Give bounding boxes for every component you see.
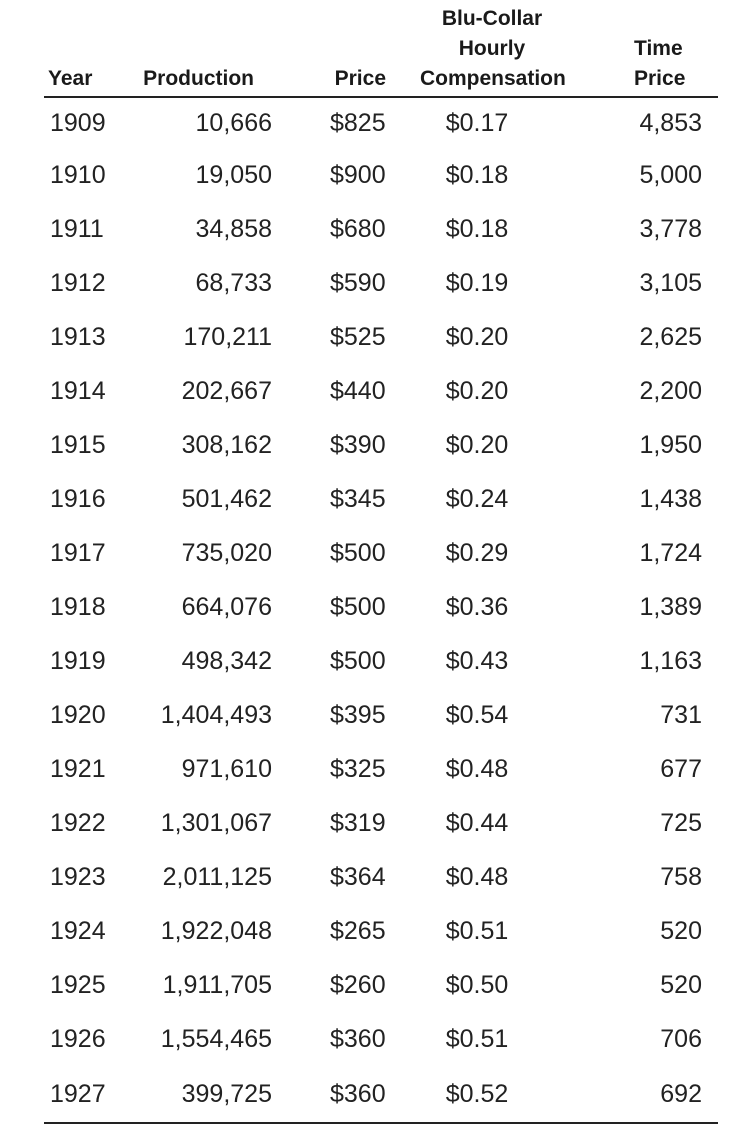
cell-price: $345	[330, 484, 386, 513]
cell-production: 68,733	[195, 268, 272, 297]
table-row	[44, 310, 718, 364]
table-row	[44, 796, 718, 850]
cell-year: 1918	[50, 592, 106, 621]
cell-time-price: 3,778	[639, 214, 702, 243]
table-row	[44, 688, 718, 742]
table-row	[44, 1012, 718, 1066]
cell-price: $525	[330, 322, 386, 351]
cell-year: 1922	[50, 808, 106, 837]
header-time-price-line2: Price	[634, 67, 686, 90]
cell-compensation: $0.50	[445, 970, 509, 999]
cell-time-price: 758	[660, 862, 702, 891]
table-row	[44, 148, 718, 202]
cell-production: 1,922,048	[160, 916, 272, 945]
table-row	[44, 526, 718, 580]
cell-year: 1919	[50, 646, 106, 675]
cell-production: 971,610	[181, 754, 272, 783]
production-price-table	[44, 4, 718, 1124]
cell-time-price: 706	[660, 1024, 702, 1053]
cell-year: 1914	[50, 376, 106, 405]
cell-production: 498,342	[181, 646, 272, 675]
data-table-container	[44, 4, 718, 1124]
cell-compensation: $0.24	[445, 484, 509, 513]
cell-time-price: 677	[660, 754, 702, 783]
cell-price: $319	[330, 808, 386, 837]
table-row	[44, 418, 718, 472]
header-compensation	[390, 4, 564, 97]
table-row	[44, 97, 718, 148]
cell-time-price: 520	[660, 916, 702, 945]
table-row	[44, 904, 718, 958]
table-row	[44, 958, 718, 1012]
cell-price: $360	[330, 1024, 386, 1053]
table-row	[44, 1066, 718, 1123]
cell-price: $680	[330, 214, 386, 243]
cell-time-price: 1,950	[639, 430, 702, 459]
cell-year: 1917	[50, 538, 106, 567]
header-time-price	[564, 4, 718, 97]
cell-time-price: 2,200	[639, 376, 702, 405]
header-compensation-line2: Hourly	[458, 37, 526, 60]
cell-compensation: $0.29	[445, 538, 509, 567]
cell-year: 1921	[50, 754, 106, 783]
table-row	[44, 850, 718, 904]
cell-price: $265	[330, 916, 386, 945]
cell-time-price: 1,389	[639, 592, 702, 621]
cell-time-price: 1,438	[639, 484, 702, 513]
cell-production: 202,667	[181, 376, 272, 405]
cell-price: $825	[330, 108, 386, 137]
cell-time-price: 5,000	[639, 160, 702, 189]
cell-time-price: 1,163	[639, 646, 702, 675]
cell-year: 1910	[50, 160, 106, 189]
table-row	[44, 472, 718, 526]
cell-production: 664,076	[181, 592, 272, 621]
cell-compensation: $0.17	[445, 108, 509, 137]
cell-price: $364	[330, 862, 386, 891]
cell-compensation: $0.20	[445, 376, 509, 405]
table-row	[44, 634, 718, 688]
cell-production: 308,162	[181, 430, 272, 459]
cell-year: 1927	[44, 1066, 122, 1123]
cell-year: 1911	[50, 214, 104, 243]
cell-compensation: $0.43	[445, 646, 509, 675]
cell-compensation: $0.54	[445, 700, 509, 729]
cell-time-price: 692	[564, 1066, 718, 1123]
cell-compensation: $0.18	[445, 160, 509, 189]
cell-production: 10,666	[195, 108, 272, 137]
cell-production: 2,011,125	[162, 862, 272, 891]
header-time-price-line1: Time	[634, 37, 683, 60]
cell-price: $500	[330, 646, 386, 675]
table-row	[44, 742, 718, 796]
cell-production: 1,911,705	[162, 970, 272, 999]
cell-price: $900	[330, 160, 386, 189]
cell-year: 1923	[50, 862, 106, 891]
cell-production: 19,050	[195, 160, 272, 189]
header-year-label: Year	[48, 67, 93, 90]
cell-production: 501,462	[181, 484, 272, 513]
cell-time-price: 4,853	[639, 108, 702, 137]
cell-price: $440	[330, 376, 386, 405]
cell-year: 1925	[50, 970, 106, 999]
table-row	[44, 364, 718, 418]
cell-compensation: $0.20	[445, 322, 509, 351]
cell-compensation: $0.48	[445, 754, 509, 783]
table-row	[44, 202, 718, 256]
cell-compensation: $0.51	[445, 916, 509, 945]
table-row	[44, 256, 718, 310]
cell-time-price: 725	[660, 808, 702, 837]
cell-compensation: $0.36	[445, 592, 509, 621]
cell-price: $590	[330, 268, 386, 297]
header-price	[272, 4, 390, 97]
cell-year: 1926	[50, 1024, 106, 1053]
cell-compensation: $0.20	[445, 430, 509, 459]
cell-year: 1916	[50, 484, 106, 513]
cell-year: 1924	[50, 916, 106, 945]
cell-year: 1915	[50, 430, 106, 459]
cell-production: 34,858	[195, 214, 272, 243]
cell-production: 1,301,067	[160, 808, 272, 837]
header-compensation-line3: Compensation	[420, 67, 566, 90]
cell-production: 735,020	[181, 538, 272, 567]
cell-compensation: $0.19	[445, 268, 509, 297]
cell-compensation: $0.51	[445, 1024, 509, 1053]
header-price-label: Price	[334, 67, 386, 90]
header-production-label: Production	[143, 67, 254, 90]
cell-production: 170,211	[183, 322, 272, 351]
cell-price: $395	[330, 700, 386, 729]
cell-year: 1912	[50, 268, 106, 297]
header-year	[44, 4, 122, 97]
header-row	[44, 4, 718, 97]
cell-compensation: $0.52	[390, 1066, 564, 1123]
table-body	[44, 97, 718, 1123]
table-header	[44, 4, 718, 97]
header-production	[122, 4, 272, 97]
cell-compensation: $0.44	[445, 808, 509, 837]
cell-price: $390	[330, 430, 386, 459]
cell-price: $325	[330, 754, 386, 783]
cell-price: $500	[330, 538, 386, 567]
header-compensation-line1: Blu-Collar	[441, 7, 543, 30]
cell-year: 1909	[50, 108, 106, 137]
cell-time-price: 2,625	[639, 322, 702, 351]
cell-time-price: 3,105	[639, 268, 702, 297]
cell-production: 1,554,465	[160, 1024, 272, 1053]
cell-time-price: 731	[660, 700, 702, 729]
cell-price: $500	[330, 592, 386, 621]
cell-year: 1920	[50, 700, 106, 729]
cell-price: $360	[272, 1066, 390, 1123]
cell-compensation: $0.18	[445, 214, 509, 243]
cell-time-price: 1,724	[639, 538, 702, 567]
cell-price: $260	[330, 970, 386, 999]
table-row	[44, 580, 718, 634]
cell-year: 1913	[50, 322, 106, 351]
cell-production: 399,725	[122, 1066, 272, 1123]
cell-compensation: $0.48	[445, 862, 509, 891]
cell-time-price: 520	[660, 970, 702, 999]
cell-production: 1,404,493	[160, 700, 272, 729]
